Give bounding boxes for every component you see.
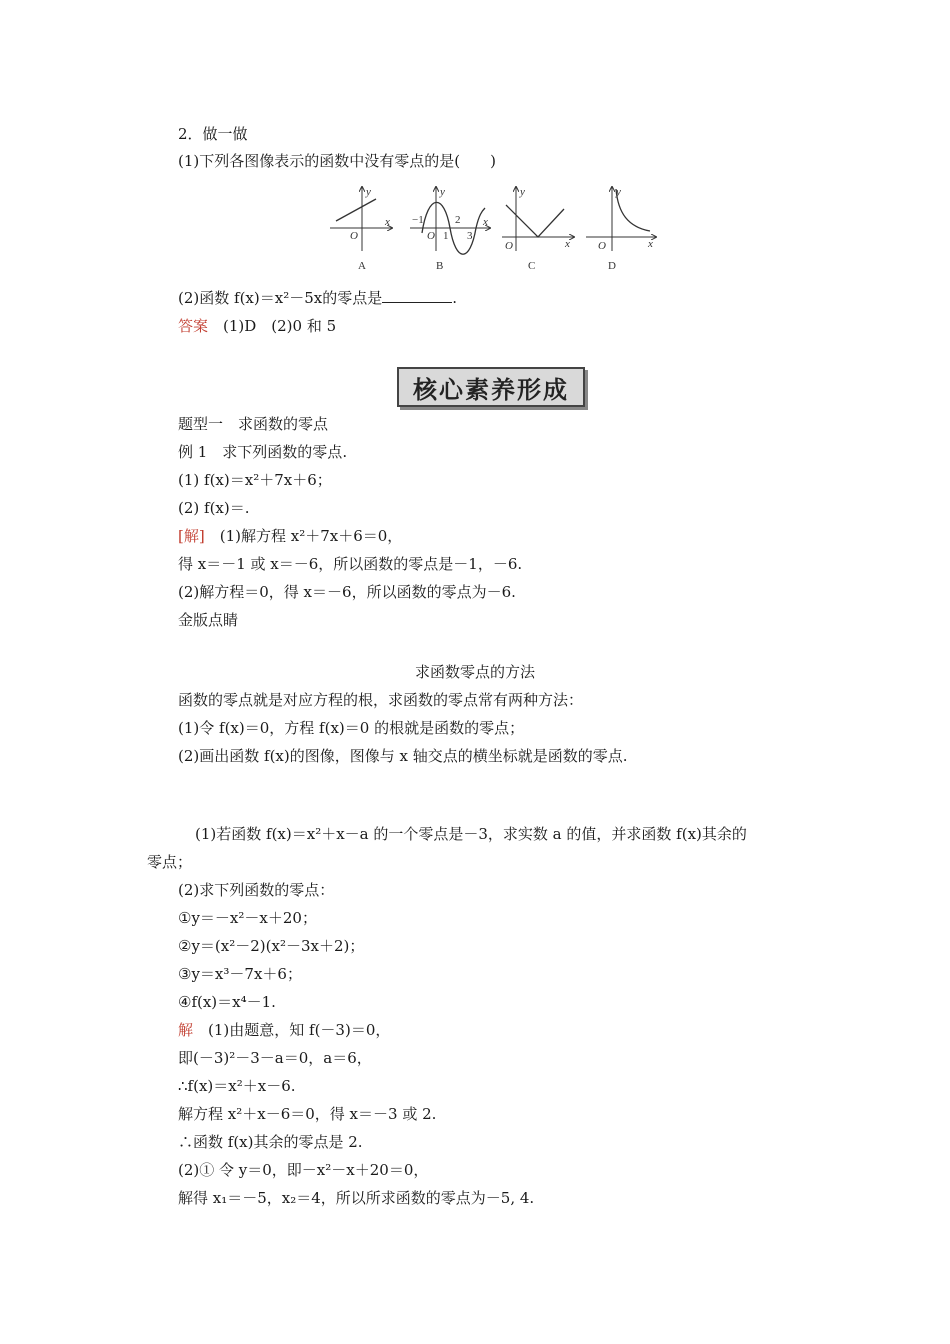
question-2: (2)函数 f(x)＝x²－5x的零点是 . xyxy=(178,289,457,307)
svg-text:1: 1 xyxy=(443,230,449,242)
type-heading: 题型一 求函数的零点 xyxy=(178,415,329,433)
practice-q2: (2)求下列函数的零点： xyxy=(178,881,335,899)
practice-solution-2: 即(－3)²－3－a＝0，a＝6， xyxy=(178,1049,372,1067)
method-line-1: 函数的零点就是对应方程的根，求函数的零点常有两种方法： xyxy=(178,691,584,709)
answer-line: 答案 (1)D (2)0 和 5 xyxy=(178,317,337,335)
svg-text:O: O xyxy=(427,230,435,242)
svg-text:−1: −1 xyxy=(412,214,424,226)
svg-text:y: y xyxy=(440,186,445,198)
practice-solution-1: 解 (1)由题意，知 f(－3)＝0， xyxy=(178,1021,391,1039)
solution-line-2: 得 x＝－1 或 x＝－6，所以函数的零点是－1，－6. xyxy=(178,555,523,573)
example-part-2: (2) f(x)＝. xyxy=(178,499,250,517)
practice-q1-cont: 零点； xyxy=(147,853,193,871)
practice-item-2: ②y＝(x²－2)(x²－3x＋2)； xyxy=(178,937,365,955)
svg-text:y: y xyxy=(366,186,371,198)
svg-text:3: 3 xyxy=(467,230,473,242)
label-b: B xyxy=(436,260,444,272)
practice-solution-3: ∴f(x)＝x²＋x－6. xyxy=(178,1077,296,1095)
practice-solution-6: (2)① 令 y＝0，即－x²－x＋20＝0， xyxy=(178,1161,429,1179)
practice-item-4: ④f(x)＝x⁴－1. xyxy=(178,993,276,1011)
label-d: D xyxy=(608,260,616,272)
answer-figures xyxy=(0,183,950,273)
svg-text:2: 2 xyxy=(455,214,461,226)
practice-solution-5: ∴函数 f(x)其余的零点是 2. xyxy=(178,1133,363,1151)
graph-a xyxy=(330,187,392,251)
practice-solution-7: 解得 x₁＝－5，x₂＝4，所以所求函数的零点为－5, 4. xyxy=(178,1189,535,1207)
practice-item-3: ③y＝x³－7x＋6； xyxy=(178,965,302,983)
svg-text:x: x xyxy=(648,238,653,250)
svg-text:O: O xyxy=(350,230,358,242)
label-c: C xyxy=(528,260,536,272)
svg-text:y: y xyxy=(520,186,525,198)
practice-item-1: ①y＝－x²－x＋20； xyxy=(178,909,317,927)
svg-text:O: O xyxy=(505,240,513,252)
method-line-3: (2)画出函数 f(x)的图像，图像与 x 轴交点的横坐标就是函数的零点. xyxy=(178,747,628,765)
method-line-2: (1)令 f(x)＝0，方程 f(x)＝0 的根就是函数的零点； xyxy=(178,719,525,737)
example-part-1: (1) f(x)＝x²＋7x＋6； xyxy=(178,471,332,489)
graph-d xyxy=(586,187,656,251)
svg-text:x: x xyxy=(385,216,390,228)
solution-label: [解] xyxy=(178,527,205,545)
solution-line-3: (2)解方程＝0，得 x＝－6，所以函数的零点为－6. xyxy=(178,583,516,601)
practice-q1: (1)若函数 f(x)＝x²＋x－a 的一个零点是－3，求实数 a 的值，并求函数 f(x)其余的 xyxy=(195,825,747,843)
answer-blank xyxy=(382,288,452,303)
method-title: 求函数零点的方法 xyxy=(414,663,535,681)
section-banner: 核心素养形成 xyxy=(397,367,585,407)
svg-text:x: x xyxy=(565,238,570,250)
svg-text:y: y xyxy=(616,186,621,198)
svg-text:x: x xyxy=(483,216,488,228)
answer-label: 答案 xyxy=(178,317,209,335)
svg-text:O: O xyxy=(598,240,606,252)
label-a: A xyxy=(358,260,366,272)
question-1: (1)下列各图像表示的函数中没有零点的是( ) xyxy=(178,152,496,170)
example-1: 例 1 求下列函数的零点. xyxy=(178,443,348,461)
solution-line-1: [解] (1)解方程 x²＋7x＋6＝0， xyxy=(178,527,403,545)
practice-solution-label: 解 xyxy=(178,1021,194,1039)
exercise-title: 2．做一做 xyxy=(178,125,248,143)
practice-solution-4: 解方程 x²＋x－6＝0，得 x＝－3 或 2. xyxy=(178,1105,437,1123)
comment-heading: 金版点睛 xyxy=(178,611,239,629)
